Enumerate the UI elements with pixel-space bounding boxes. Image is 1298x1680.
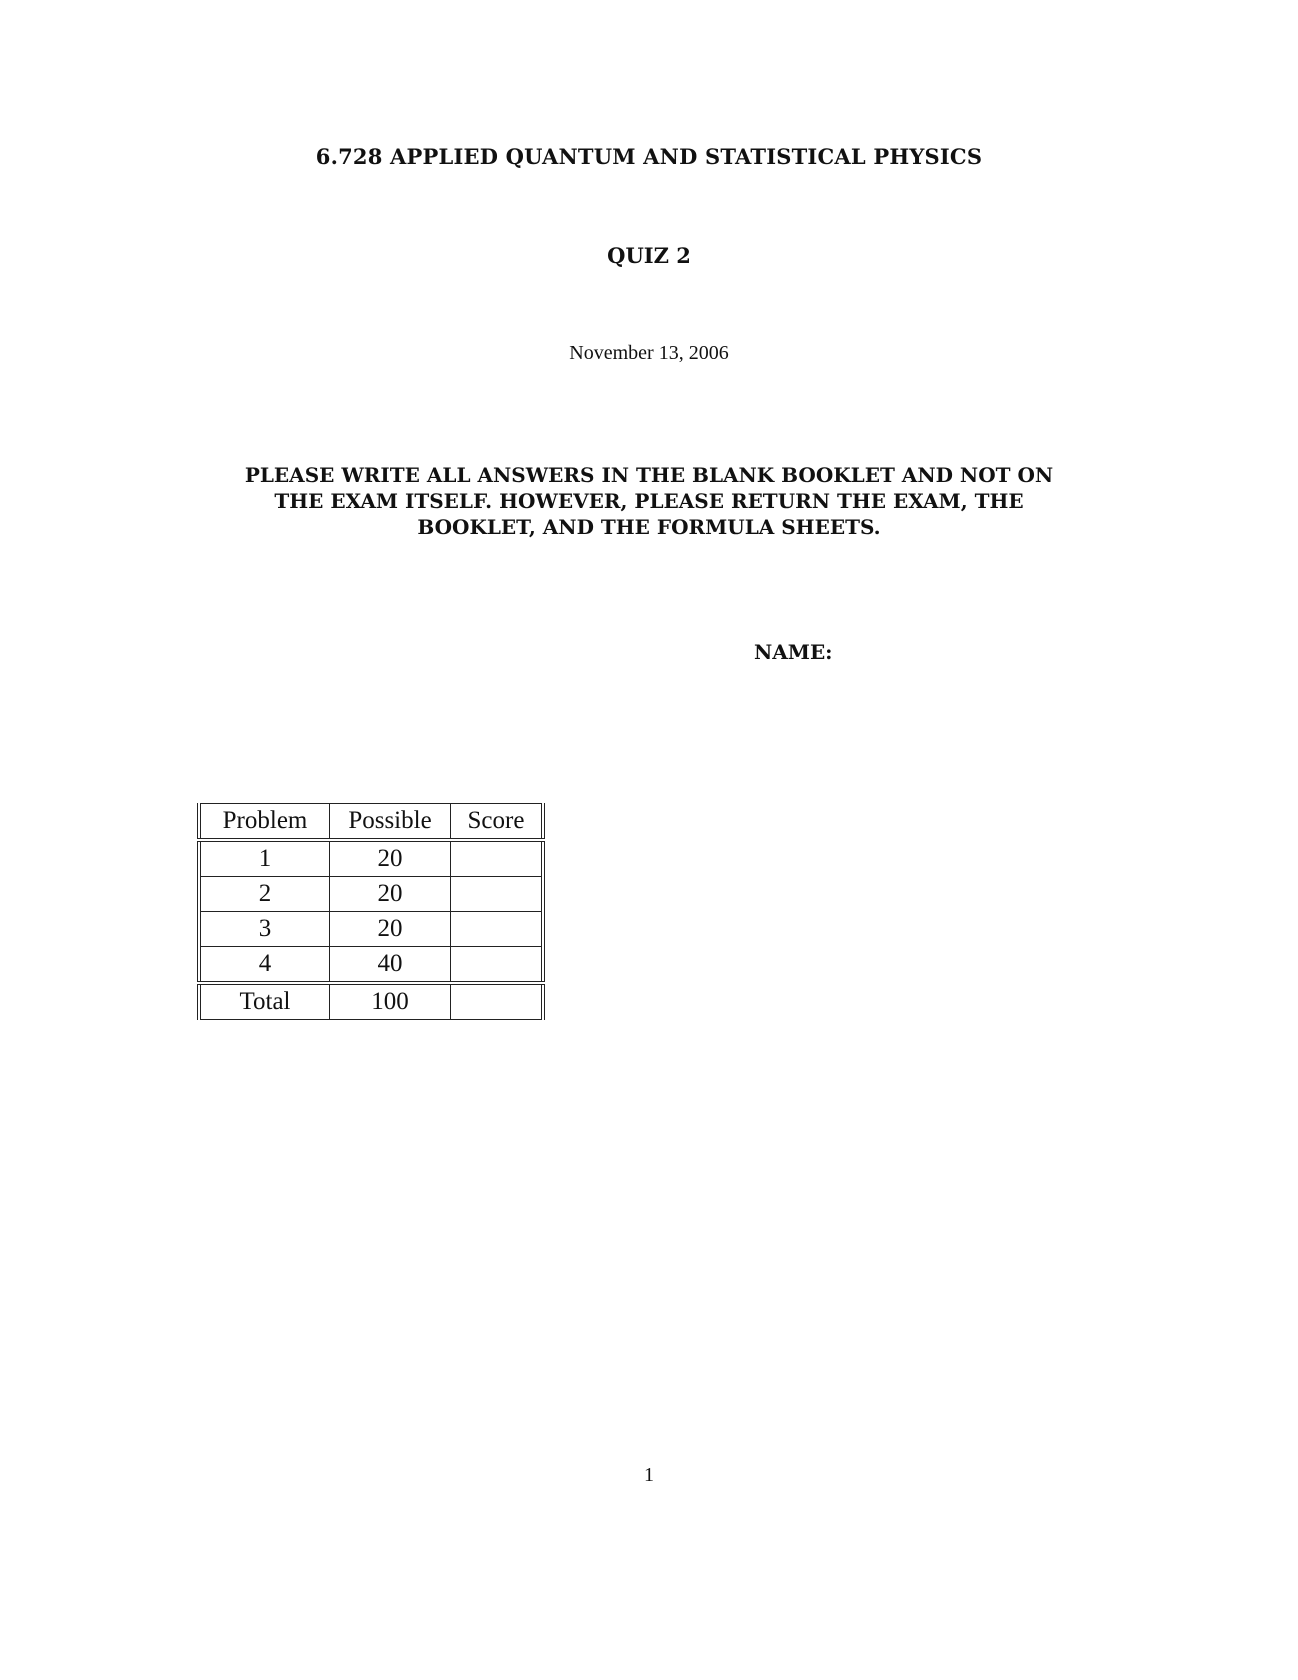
instructions-block [180,462,1118,540]
total-score-cell [451,983,544,1020]
name-label: NAME: [754,640,833,664]
possible-cell: 20 [330,912,451,947]
quiz-title: QUIZ 2 [607,243,691,268]
score-table [197,803,545,1020]
score-cell [451,877,544,912]
header-problem: Problem [199,804,330,841]
possible-cell: 20 [330,877,451,912]
table-row [199,877,543,912]
possible-cell: 40 [330,947,451,984]
score-cell [451,947,544,984]
score-cell [451,912,544,947]
problem-cell: 3 [199,912,330,947]
problem-cell: 1 [199,840,330,877]
header-score: Score [451,804,544,841]
problem-cell: 2 [199,877,330,912]
possible-cell: 20 [330,840,451,877]
course-title: 6.728 APPLIED QUANTUM AND STATISTICAL PHYSICS [315,144,983,169]
table-header-row [199,804,543,841]
total-label-cell: Total [199,983,330,1020]
instructions-line: PLEASE WRITE ALL ANSWERS IN THE BLANK BOOKLET AND NOT ON [244,463,1054,487]
table-row [199,947,543,984]
total-possible-cell: 100 [330,983,451,1020]
problem-cell: 4 [199,947,330,984]
table-row [199,912,543,947]
instructions-line: BOOKLET, AND THE FORMULA SHEETS. [417,515,881,539]
table-total-row [199,983,543,1020]
score-cell [451,840,544,877]
instructions-line: THE EXAM ITSELF. HOWEVER, PLEASE RETURN THE EXAM, THE [274,489,1024,513]
header-possible: Possible [330,804,451,841]
table-row [199,840,543,877]
page-number: 1 [644,1464,654,1486]
exam-date: November 13, 2006 [569,342,729,364]
